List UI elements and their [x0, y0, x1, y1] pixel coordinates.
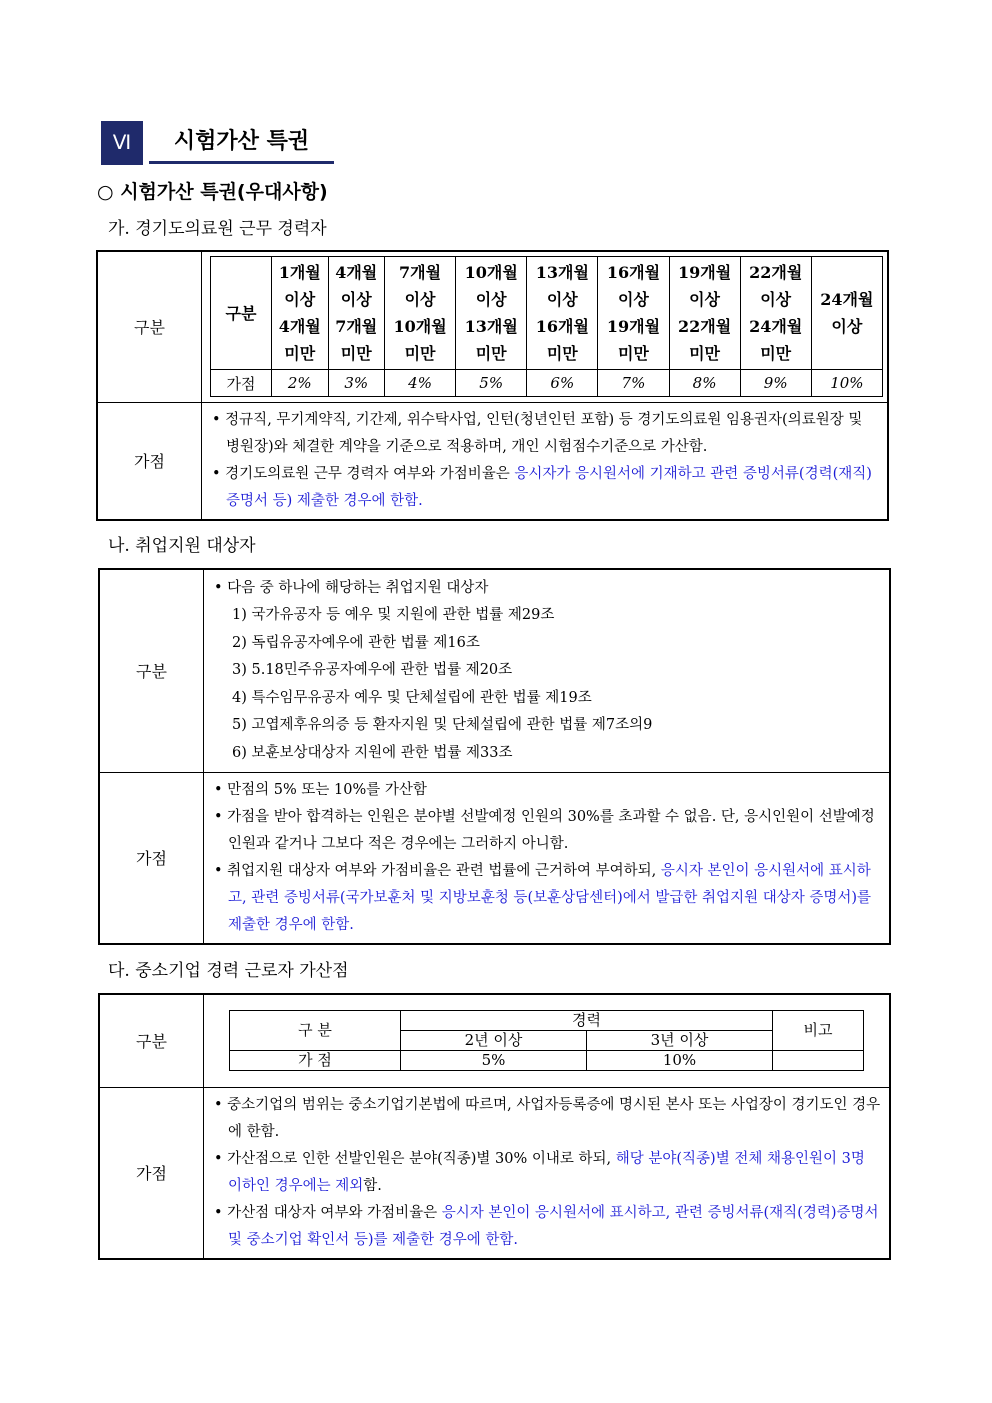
- points-cell: 10%: [811, 370, 882, 397]
- note: • 정규직, 무기계약직, 기간제, 위수탁사업, 인턴(청년인턴 포함) 등 경기도의료원 임용권자(의료원장 및 병원장)와 체결한 계약을 기준으로 적용하며, 개인 시험점수기준으로 가산함.: [212, 411, 863, 455]
- points-cell: 3%: [328, 370, 385, 397]
- period-cell: 7개월 이상 10개월 미만: [385, 257, 456, 370]
- page-heading: ○ 시험가산 특권(우대사항): [97, 181, 328, 203]
- period-cell: 22개월 이상 24개월 미만: [740, 257, 811, 370]
- note: • 가점을 받아 합격하는 인원은 분야별 선발예정 인원의 30%를 초과할 수 없음. 단, 응시인원이 선발예정인원과 같거나 그보다 적은 경우에는 그러하지 아니함.: [214, 808, 875, 852]
- period-cell: 19개월 이상 22개월 미만: [669, 257, 740, 370]
- note: • 중소기업의 범위는 중소기업기본법에 따르며, 사업자등록증에 명시된 본사 또는 사업장이 경기도인 경우에 한함.: [214, 1096, 881, 1140]
- points-cell: 9%: [740, 370, 811, 397]
- intro-item: • 다음 중 하나에 해당하는 취업지원 대상자: [214, 579, 489, 596]
- part-c-category-label: 구분: [100, 995, 204, 1087]
- part-b-table: [98, 568, 891, 945]
- note: • 취업지원 대상자 여부와 가점비율은 관련 법률에 근거하여 부여하되, 응시자 본인이 응시원서에 표시하고, 관련 증빙서류(국가보훈처 및 지방보훈청 등(보훈상담센터)에서 발급한 취업지원 대상자 증명서)를 제출한 경우에 한함.: [214, 862, 872, 933]
- period-cell: 10개월 이상 13개월 미만: [456, 257, 527, 370]
- points-cell: 5%: [401, 1051, 587, 1071]
- remark-cell: [773, 1051, 864, 1071]
- points-cell: 10%: [587, 1051, 773, 1071]
- points-cell: 6%: [527, 370, 598, 397]
- section-title: 시험가산 특권: [149, 121, 334, 164]
- header-3y: 3년 이상: [587, 1031, 773, 1051]
- period-cell: 16개월 이상 19개월 미만: [598, 257, 669, 370]
- points-row-label: 가 점: [230, 1051, 401, 1071]
- law-item: 4) 특수임무유공자 예우 및 단체설립에 관한 법률 제19조: [232, 689, 592, 706]
- header-category: 구 분: [230, 1011, 401, 1051]
- part-b-category-label: 구분: [100, 570, 204, 772]
- part-c-points-label: 가점: [100, 1087, 204, 1258]
- part-a-table: [96, 250, 889, 521]
- period-cell: 4개월 이상 7개월 미만: [328, 257, 385, 370]
- period-cell: 1개월 이상 4개월 미만: [272, 257, 329, 370]
- law-item: 1) 국가유공자 등 예우 및 지원에 관한 법률 제29조: [232, 607, 555, 623]
- part-a-category-label: 구분: [98, 252, 202, 402]
- law-item: 6) 보훈보상대상자 지원에 관한 법률 제33조: [232, 744, 513, 761]
- part-b-points-label: 가점: [100, 772, 204, 943]
- points-cell: 4%: [385, 370, 456, 397]
- note: • 가산점으로 인한 선발인원은 분야(직종)별 30% 이내로 하되, 해당 분야(직종)별 전체 채용인원이 3명 이하인 경우에는 제외함.: [214, 1150, 865, 1194]
- section-header: [101, 121, 336, 165]
- law-item: 3) 5.18민주유공자예우에 관한 법률 제20조: [232, 662, 513, 678]
- part-a-inner-table: [210, 256, 883, 397]
- points-cell: 2%: [272, 370, 329, 397]
- section-number: Ⅵ: [101, 121, 143, 165]
- note: • 만점의 5% 또는 10%를 가산함: [214, 781, 427, 798]
- note: • 가산점 대상자 여부와 가점비율은 응시자 본인이 응시원서에 표시하고, 관련 증빙서류(재직(경력)증명서 및 중소기업 확인서 등)를 제출한 경우에 한함.: [214, 1204, 879, 1248]
- law-item: 5) 고엽제후유의증 등 환자지원 및 단체설립에 관한 법률 제7조의9: [232, 717, 653, 733]
- period-cell: 13개월 이상 16개월 미만: [527, 257, 598, 370]
- part-a-points-label: 가점: [98, 402, 202, 519]
- part-c-table: [98, 993, 891, 1260]
- law-item: 2) 독립유공자예우에 관한 법률 제16조: [232, 634, 480, 651]
- points-cell: 5%: [456, 370, 527, 397]
- points-cell: 7%: [598, 370, 669, 397]
- part-c-title: 다. 중소기업 경력 근로자 가산점: [108, 961, 349, 981]
- header-category: 구분: [211, 257, 272, 370]
- period-cell: 24개월 이상: [811, 257, 882, 370]
- part-a-title: 가. 경기도의료원 근무 경력자: [108, 219, 327, 239]
- points-row-label: 가점: [211, 370, 272, 397]
- header-remark: 비고: [773, 1011, 864, 1051]
- points-cell: 8%: [669, 370, 740, 397]
- part-b-title: 나. 취업지원 대상자: [108, 536, 256, 556]
- note: • 경기도의료원 근무 경력자 여부와 가점비율은 응시자가 응시원서에 기재하고 관련 증빙서류(경력(재직)증명서 등) 제출한 경우에 한함.: [212, 465, 872, 509]
- header-career: 경력: [401, 1011, 773, 1031]
- part-c-inner-table: [229, 1010, 864, 1071]
- header-2y: 2년 이상: [401, 1031, 587, 1051]
